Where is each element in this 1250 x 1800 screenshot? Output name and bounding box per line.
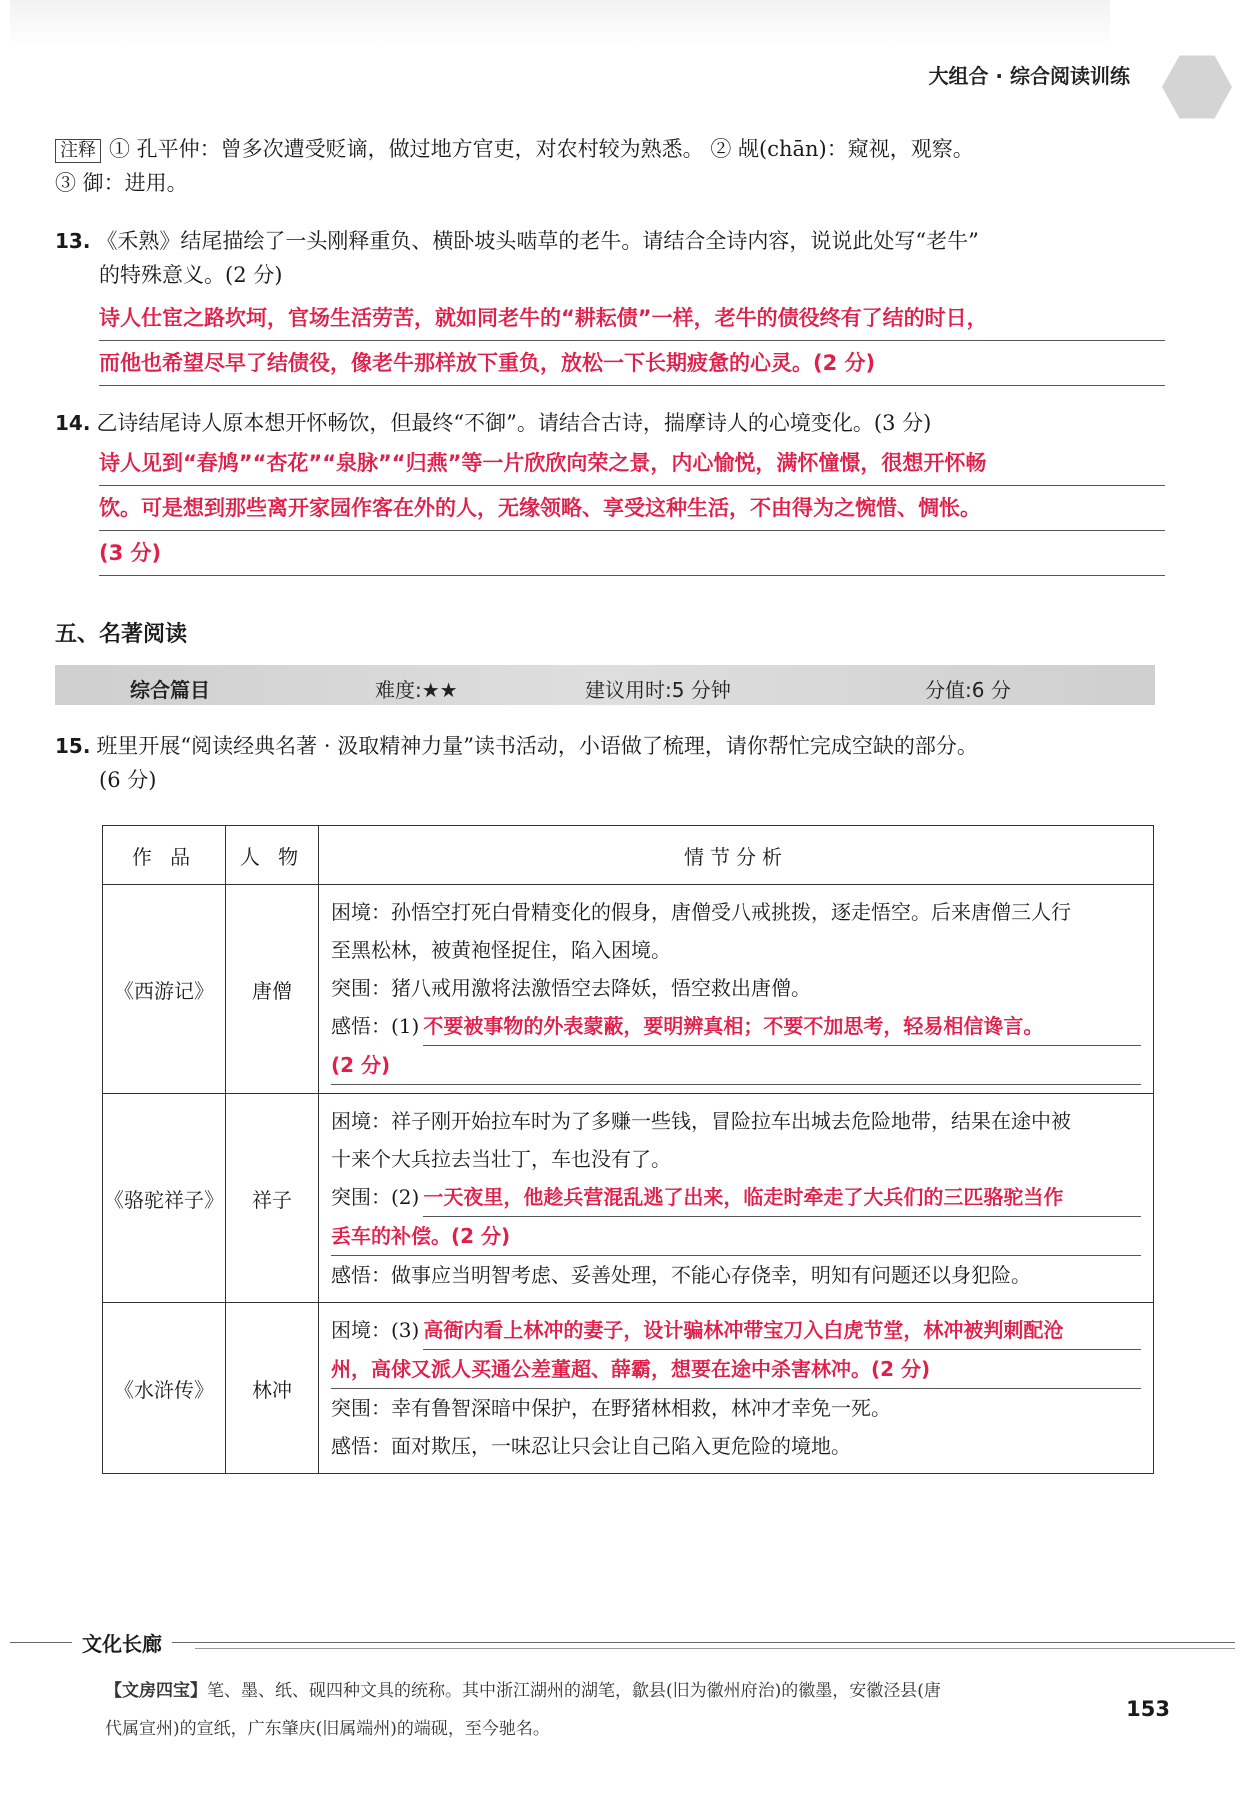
- analysis-prefix: 突围：(2): [331, 1185, 420, 1209]
- info-bar: [55, 665, 1155, 705]
- row-work: 《骆驼祥子》: [103, 1094, 226, 1303]
- row-analysis: [319, 1303, 1154, 1474]
- header-title: 大组合 · 综合阅读训练: [928, 64, 1130, 88]
- question-14-answer-line-2: 饮。可是想到那些离开家园作客在外的人，无缘领略、享受这种生活，不由得为之惋惜、惆怅。: [99, 486, 1165, 531]
- analysis-line: 至黑松林，被黄袍怪捉住，陷入困境。: [331, 938, 671, 962]
- answer-line: (2 分): [331, 1046, 1141, 1085]
- analysis-line: 困境：祥子刚开始拉车时为了多赚一些钱，冒险拉车出城去危险地带，结果在途中被: [331, 1109, 1071, 1133]
- question-13: [55, 225, 1165, 386]
- hexagon-decoration-icon: [1162, 52, 1232, 122]
- row-work: 《水浒传》: [103, 1303, 226, 1474]
- question-13-text-2: 的特殊意义。(2 分): [99, 262, 283, 287]
- table-row: [103, 885, 1154, 1094]
- notes-line-1: ① 孔平仲：曾多次遭受贬谪，做过地方官吏，对农村较为熟悉。 ② 觇(chān)：窥视，观察。: [109, 137, 974, 161]
- bar-category: 综合篇目: [130, 678, 210, 702]
- analysis-prefix: 困境：(3): [331, 1318, 420, 1342]
- row-analysis: [319, 1094, 1154, 1303]
- answer-line: 州，高俅又派人买通公差董超、薛霸，想要在途中杀害林冲。(2 分): [331, 1350, 1141, 1389]
- page-number: 153: [1126, 1697, 1170, 1721]
- table-header-analysis: 情节分析: [319, 826, 1154, 885]
- table-header-work: 作 品: [103, 826, 226, 885]
- question-13-text: 《禾熟》结尾描绘了一头刚释重负、横卧坡头啮草的老牛。请结合全诗内容，说说此处写“老牛”: [96, 229, 979, 253]
- answer-line: 高衙内看上林冲的妻子，设计骗林冲带宝刀入白虎节堂，林冲被判刺配沧: [423, 1311, 1141, 1350]
- answer-line: 一天夜里，他趁兵营混乱逃了出来，临走时牵走了大兵们的三匹骆驼当作: [423, 1178, 1141, 1217]
- question-15: [55, 730, 1165, 797]
- question-14-text: 乙诗结尾诗人原本想开怀畅饮，但最终“不御”。请结合古诗，揣摩诗人的心境变化。(3 分): [96, 411, 932, 435]
- answer-line: 丢车的补偿。(2 分): [331, 1217, 1141, 1256]
- table-row: [103, 1303, 1154, 1474]
- footer-text-line-2: 代属宣州)的宣纸，广东肇庆(旧属端州)的端砚，至今驰名。: [105, 1719, 550, 1739]
- bar-score: 分值:6 分: [925, 678, 1011, 702]
- row-person: 祥子: [226, 1094, 319, 1303]
- analysis-line: 突围：猪八戒用激将法激悟空去降妖，悟空救出唐僧。: [331, 976, 811, 1000]
- notes-tag: 注释: [55, 139, 101, 163]
- question-15-text-2: (6 分): [99, 767, 157, 792]
- notes: [55, 133, 1165, 200]
- footer-label: 【文房四宝】: [105, 1681, 207, 1701]
- table-header-person: 人 物: [226, 826, 319, 885]
- question-14-answer-line-3: (3 分): [99, 531, 1165, 576]
- question-13-number: 13.: [55, 229, 91, 253]
- analysis-line: 感悟：面对欺压，一味忍让只会让自己陷入更危险的境地。: [331, 1434, 851, 1458]
- footer-title: 文化长廊: [72, 1628, 172, 1657]
- question-15-text: 班里开展“阅读经典名著 · 汲取精神力量”读书活动，小语做了梳理，请你帮忙完成空缺的部分。: [96, 734, 978, 758]
- analysis-prefix: 感悟：(1): [331, 1014, 420, 1038]
- footer-divider-secondary: [195, 1648, 1235, 1649]
- answer-line: 不要被事物的外表蒙蔽，要明辨真相；不要不加思考，轻易相信谗言。: [423, 1007, 1141, 1046]
- question-14: [55, 407, 1165, 576]
- table-row: [103, 1094, 1154, 1303]
- table-header-row: [103, 826, 1154, 885]
- question-14-number: 14.: [55, 411, 91, 435]
- notes-line-2: ③ 御：进用。: [55, 170, 188, 195]
- question-13-answer-line-1: 诗人仕宦之路坎坷，官场生活劳苦，就如同老牛的“耕耘债”一样，老牛的债役终有了结的时日，: [99, 296, 1165, 341]
- question-14-answer-line-1: 诗人见到“春鸠”“杏花”“泉脉”“归燕”等一片欣欣向荣之景，内心愉悦，满怀憧憬，很想开怀畅: [99, 441, 1165, 486]
- question-15-number: 15.: [55, 734, 91, 758]
- header-shade: [10, 0, 1110, 48]
- footer-text: [105, 1672, 1085, 1748]
- bar-time: 建议用时:5 分钟: [585, 678, 731, 702]
- analysis-line: 困境：孙悟空打死白骨精变化的假身，唐僧受八戒挑拨，逐走悟空。后来唐僧三人行: [331, 900, 1071, 924]
- analysis-line: 十来个大兵拉去当壮丁，车也没有了。: [331, 1147, 671, 1171]
- row-work: 《西游记》: [103, 885, 226, 1094]
- analysis-line: 突围：幸有鲁智深暗中保护，在野猪林相救，林冲才幸免一死。: [331, 1396, 891, 1420]
- row-person: 唐僧: [226, 885, 319, 1094]
- row-person: 林冲: [226, 1303, 319, 1474]
- works-table: [102, 825, 1154, 1474]
- footer-divider: [10, 1642, 1235, 1643]
- footer-text-line-1: 笔、墨、纸、砚四种文具的统称。其中浙江湖州的湖笔，歙县(旧为徽州府治)的徽墨，安徽泾县(唐: [207, 1681, 941, 1701]
- analysis-line: 感悟：做事应当明智考虑、妥善处理，不能心存侥幸，明知有问题还以身犯险。: [331, 1263, 1031, 1287]
- question-13-answer-line-2: 而他也希望尽早了结债役，像老牛那样放下重负，放松一下长期疲惫的心灵。(2 分): [99, 341, 1165, 386]
- row-analysis: [319, 885, 1154, 1094]
- section-title: 五、名著阅读: [55, 622, 188, 647]
- bar-difficulty: 难度:★★: [375, 678, 458, 702]
